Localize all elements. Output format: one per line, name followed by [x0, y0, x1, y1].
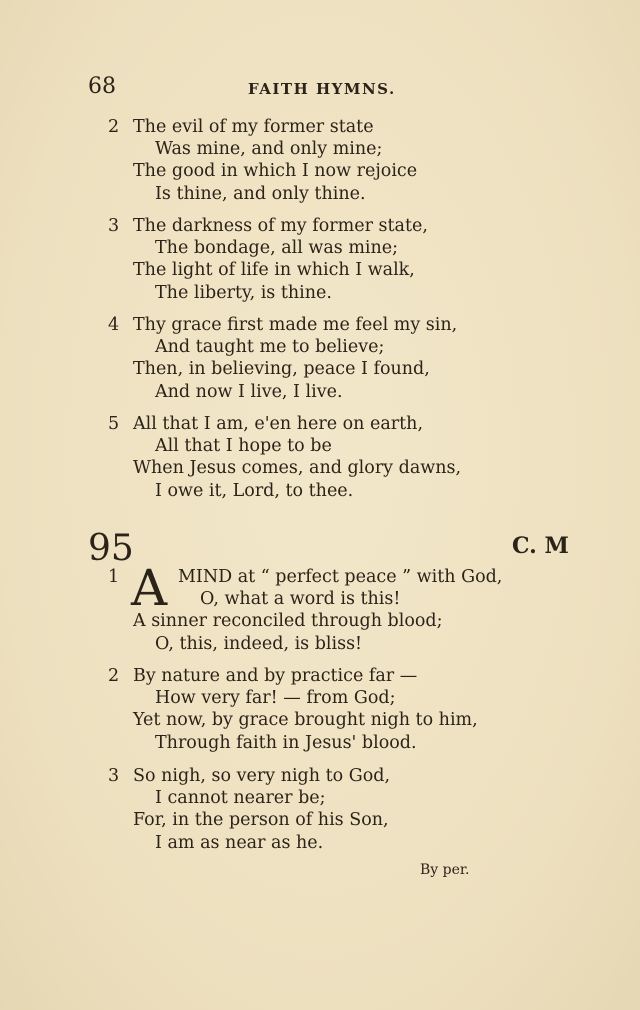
stanza: [108, 116, 417, 205]
verse-line: The evil of my former state: [133, 117, 374, 137]
verse-line: All that I hope to be: [155, 436, 332, 457]
verse-line: For, in the person of his Son,: [133, 810, 389, 831]
verse-line: And now I live, I live.: [155, 381, 343, 402]
verse-line: Is thine, and only thine.: [155, 183, 366, 204]
verse-number: 2: [108, 117, 120, 137]
verse-line: The darkness of my former state,: [133, 216, 428, 236]
drop-cap: A: [131, 559, 168, 617]
verse-line: The liberty, is thine.: [155, 282, 332, 303]
stanza: [108, 314, 457, 403]
stanza: [108, 765, 390, 854]
hymn-meter: C. M: [512, 533, 569, 559]
verse-number: 1: [108, 567, 120, 587]
verse-number: 4: [108, 315, 120, 335]
verse-line: Was mine, and only mine;: [155, 139, 383, 160]
hymn-number: 95: [88, 528, 134, 569]
verse-line: MIND at “ perfect peace ” with God,: [178, 567, 503, 587]
verse-line: How very far! — from God;: [155, 688, 396, 709]
verse-number: 3: [108, 766, 120, 786]
verse-line: And taught me to believe;: [155, 337, 385, 358]
verse-line: By nature and by practice far —: [133, 666, 418, 686]
verse-line: I owe it, Lord, to thee.: [155, 480, 354, 501]
verse-line: The good in which I now rejoice: [133, 161, 418, 182]
verse-line: I cannot nearer be;: [155, 788, 326, 809]
verse-number: 5: [108, 414, 120, 434]
verse-line: Thy grace first made me feel my sin,: [133, 315, 458, 335]
verse-line: All that I am, e'en here on earth,: [133, 414, 424, 434]
verse-line: The bondage, all was mine;: [155, 238, 399, 259]
verse-number: 2: [108, 666, 120, 686]
verse-line: The light of life in which I walk,: [133, 260, 415, 281]
page-number: 68: [88, 74, 116, 99]
verse-line: When Jesus comes, and glory dawns,: [133, 458, 462, 479]
verse-line: Yet now, by grace brought nigh to him,: [133, 710, 478, 731]
stanza: [108, 566, 502, 655]
running-title: FAITH HYMNS.: [248, 80, 396, 98]
verse-line: So nigh, so very nigh to God,: [133, 766, 391, 786]
verse-line: Then, in believing, peace I found,: [133, 359, 430, 380]
stanza: [108, 413, 461, 502]
credit-line: By per.: [420, 862, 470, 878]
verse-line: I am as near as he.: [155, 832, 324, 853]
verse-number: 3: [108, 216, 120, 236]
verse-line: A sinner reconciled through blood;: [133, 611, 443, 632]
stanza: [108, 665, 478, 754]
stanza: [108, 215, 428, 304]
verse-line: Through faith in Jesus' blood.: [155, 732, 417, 753]
verse-line: O, what a word is this!: [200, 589, 401, 610]
verse-line: O, this, indeed, is bliss!: [155, 633, 363, 654]
